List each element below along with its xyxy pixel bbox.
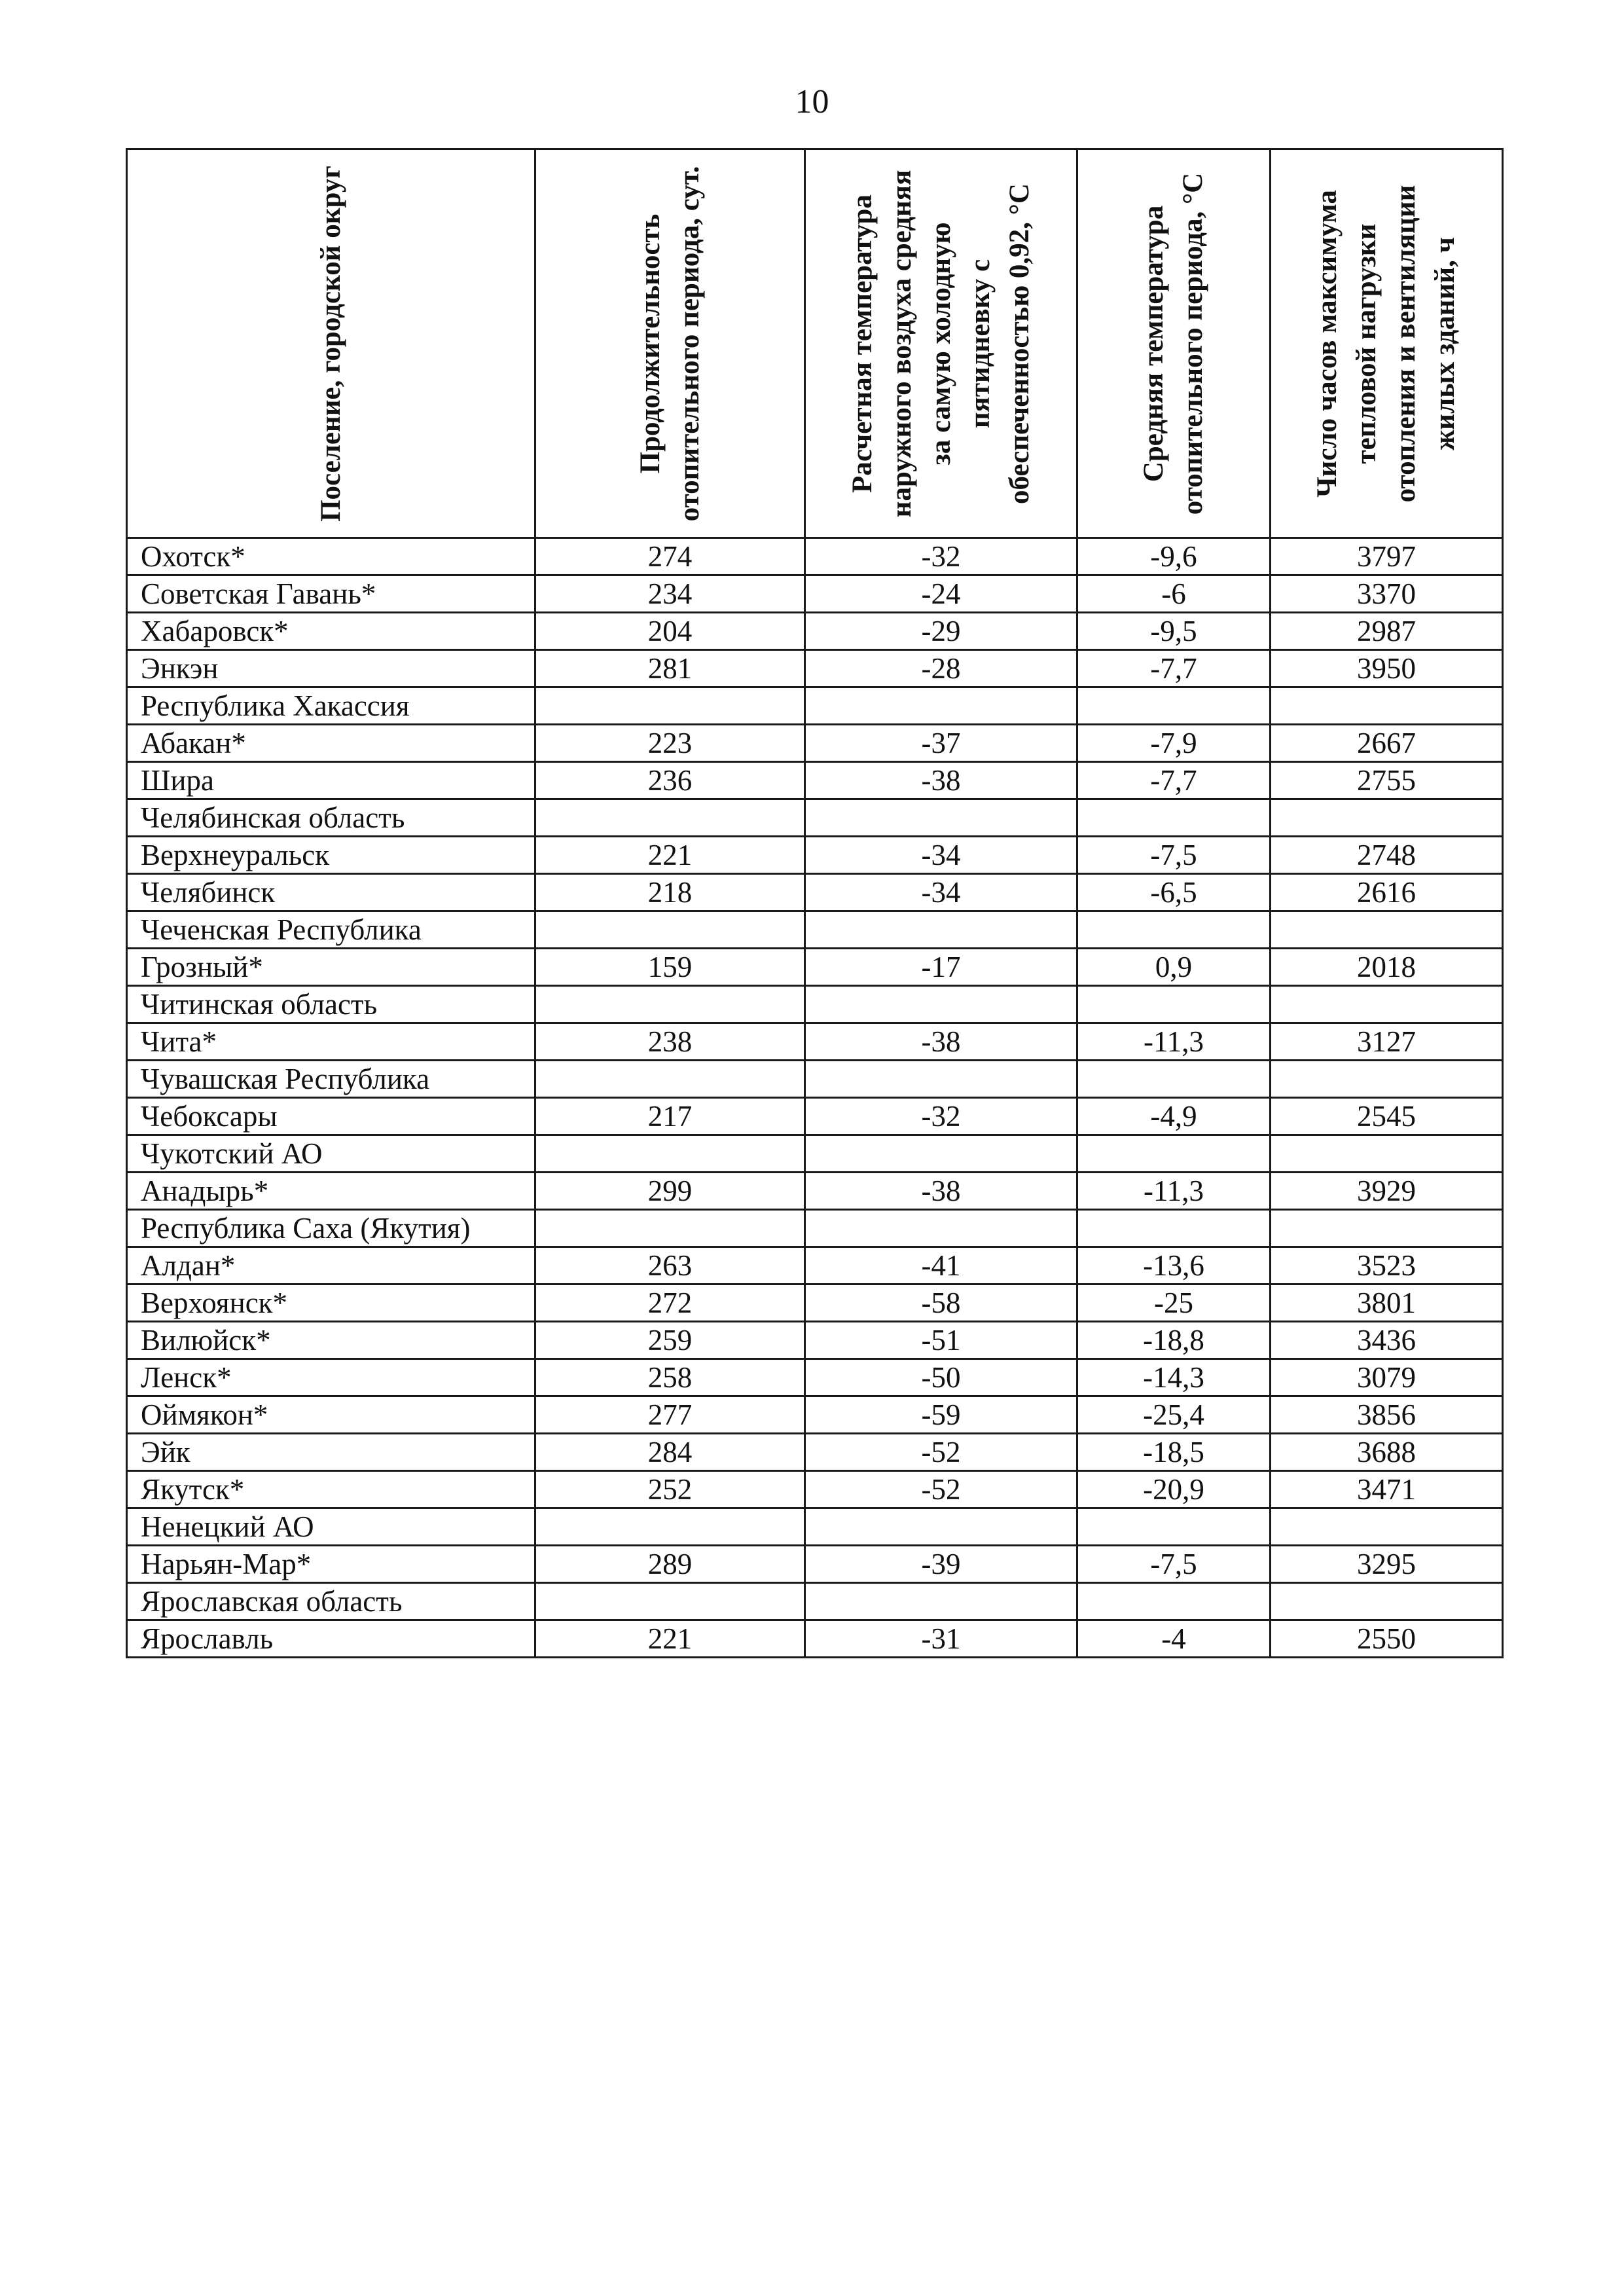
table-header-row bbox=[127, 149, 1503, 538]
cell-design-temperature: -52 bbox=[805, 1434, 1077, 1471]
cell-peak-load-hours bbox=[1271, 986, 1503, 1023]
cell-settlement-name: Читинская область bbox=[127, 986, 535, 1023]
cell-average-temperature: -13,6 bbox=[1077, 1247, 1271, 1285]
cell-heating-period-days bbox=[535, 986, 805, 1023]
table-row bbox=[127, 949, 1503, 986]
cell-settlement-name: Челябинск bbox=[127, 874, 535, 911]
cell-design-temperature bbox=[805, 986, 1077, 1023]
cell-average-temperature bbox=[1077, 1135, 1271, 1173]
cell-settlement-name: Ярославская область bbox=[127, 1583, 535, 1620]
cell-design-temperature: -59 bbox=[805, 1396, 1077, 1434]
table-row bbox=[127, 1434, 1503, 1471]
table-row bbox=[127, 762, 1503, 799]
cell-average-temperature: -9,5 bbox=[1077, 613, 1271, 650]
cell-heating-period-days: 284 bbox=[535, 1434, 805, 1471]
header-average-heating-temperature bbox=[1077, 149, 1271, 538]
table-row bbox=[127, 837, 1503, 874]
table-row bbox=[127, 1061, 1503, 1098]
cell-design-temperature: -37 bbox=[805, 725, 1077, 762]
cell-peak-load-hours: 3801 bbox=[1271, 1285, 1503, 1322]
cell-heating-period-days: 281 bbox=[535, 650, 805, 687]
cell-heating-period-days: 272 bbox=[535, 1285, 805, 1322]
table-row bbox=[127, 1471, 1503, 1508]
cell-heating-period-days: 299 bbox=[535, 1173, 805, 1210]
table-row bbox=[127, 1173, 1503, 1210]
cell-heating-period-days bbox=[535, 687, 805, 725]
cell-settlement-name: Энкэн bbox=[127, 650, 535, 687]
cell-settlement-name: Республика Хакассия bbox=[127, 687, 535, 725]
cell-settlement-name: Хабаровск* bbox=[127, 613, 535, 650]
cell-average-temperature: 0,9 bbox=[1077, 949, 1271, 986]
cell-peak-load-hours: 2667 bbox=[1271, 725, 1503, 762]
cell-settlement-name: Эйк bbox=[127, 1434, 535, 1471]
cell-peak-load-hours: 2748 bbox=[1271, 837, 1503, 874]
cell-average-temperature: -4 bbox=[1077, 1620, 1271, 1658]
cell-average-temperature: -7,7 bbox=[1077, 762, 1271, 799]
cell-settlement-name: Нарьян-Мар* bbox=[127, 1546, 535, 1583]
cell-heating-period-days: 218 bbox=[535, 874, 805, 911]
cell-settlement-name: Шира bbox=[127, 762, 535, 799]
cell-heating-period-days: 159 bbox=[535, 949, 805, 986]
cell-peak-load-hours: 3295 bbox=[1271, 1546, 1503, 1583]
table-row bbox=[127, 911, 1503, 949]
cell-design-temperature: -41 bbox=[805, 1247, 1077, 1285]
table-row bbox=[127, 1396, 1503, 1434]
cell-heating-period-days: 277 bbox=[535, 1396, 805, 1434]
cell-peak-load-hours: 3079 bbox=[1271, 1359, 1503, 1396]
cell-design-temperature: -38 bbox=[805, 1023, 1077, 1061]
cell-design-temperature: -39 bbox=[805, 1546, 1077, 1583]
cell-peak-load-hours: 3950 bbox=[1271, 650, 1503, 687]
cell-average-temperature bbox=[1077, 687, 1271, 725]
table-row bbox=[127, 1508, 1503, 1546]
table-row bbox=[127, 650, 1503, 687]
cell-peak-load-hours bbox=[1271, 1061, 1503, 1098]
cell-design-temperature bbox=[805, 1508, 1077, 1546]
cell-peak-load-hours: 2545 bbox=[1271, 1098, 1503, 1135]
cell-design-temperature: -51 bbox=[805, 1322, 1077, 1359]
cell-settlement-name: Чувашская Республика bbox=[127, 1061, 535, 1098]
table-row bbox=[127, 725, 1503, 762]
cell-peak-load-hours bbox=[1271, 911, 1503, 949]
table-row bbox=[127, 1285, 1503, 1322]
table-row bbox=[127, 575, 1503, 613]
cell-settlement-name: Якутск* bbox=[127, 1471, 535, 1508]
cell-settlement-name: Вилюйск* bbox=[127, 1322, 535, 1359]
cell-settlement-name: Ненецкий АО bbox=[127, 1508, 535, 1546]
cell-settlement-name: Верхнеуральск bbox=[127, 837, 535, 874]
cell-average-temperature: -18,8 bbox=[1077, 1322, 1271, 1359]
cell-settlement-name: Анадырь* bbox=[127, 1173, 535, 1210]
cell-heating-period-days: 234 bbox=[535, 575, 805, 613]
table-row bbox=[127, 1135, 1503, 1173]
heating-climate-table bbox=[126, 148, 1504, 1658]
cell-peak-load-hours: 2755 bbox=[1271, 762, 1503, 799]
cell-heating-period-days: 238 bbox=[535, 1023, 805, 1061]
cell-average-temperature: -6 bbox=[1077, 575, 1271, 613]
cell-design-temperature: -31 bbox=[805, 1620, 1077, 1658]
cell-heating-period-days bbox=[535, 799, 805, 837]
cell-average-temperature: -7,5 bbox=[1077, 837, 1271, 874]
table-row bbox=[127, 1546, 1503, 1583]
cell-settlement-name: Чита* bbox=[127, 1023, 535, 1061]
header-heating-period-duration bbox=[535, 149, 805, 538]
header-design-outdoor-temperature-text: Расчетная температура наружного воздуха средняя за самую холодную пятидневку с обеспеченностью 0,92, °С bbox=[846, 170, 1035, 517]
table-row bbox=[127, 613, 1503, 650]
cell-heating-period-days: 217 bbox=[535, 1098, 805, 1135]
table-row bbox=[127, 1583, 1503, 1620]
cell-heating-period-days bbox=[535, 1508, 805, 1546]
cell-average-temperature bbox=[1077, 1210, 1271, 1247]
cell-heating-period-days: 221 bbox=[535, 1620, 805, 1658]
cell-design-temperature: -38 bbox=[805, 1173, 1077, 1210]
cell-heating-period-days bbox=[535, 1061, 805, 1098]
cell-average-temperature bbox=[1077, 1061, 1271, 1098]
cell-design-temperature: -32 bbox=[805, 1098, 1077, 1135]
header-design-outdoor-temperature bbox=[805, 149, 1077, 538]
cell-heating-period-days: 259 bbox=[535, 1322, 805, 1359]
cell-peak-load-hours: 3471 bbox=[1271, 1471, 1503, 1508]
cell-design-temperature: -29 bbox=[805, 613, 1077, 650]
cell-design-temperature bbox=[805, 687, 1077, 725]
cell-average-temperature bbox=[1077, 911, 1271, 949]
cell-heating-period-days bbox=[535, 1583, 805, 1620]
page-number: 10 bbox=[795, 83, 829, 120]
cell-design-temperature: -24 bbox=[805, 575, 1077, 613]
cell-design-temperature: -28 bbox=[805, 650, 1077, 687]
cell-peak-load-hours bbox=[1271, 1135, 1503, 1173]
table-row bbox=[127, 1210, 1503, 1247]
cell-settlement-name: Охотск* bbox=[127, 538, 535, 575]
table-row bbox=[127, 538, 1503, 575]
cell-design-temperature: -58 bbox=[805, 1285, 1077, 1322]
header-settlement bbox=[127, 149, 535, 538]
cell-heating-period-days: 204 bbox=[535, 613, 805, 650]
cell-peak-load-hours bbox=[1271, 799, 1503, 837]
cell-peak-load-hours: 3797 bbox=[1271, 538, 1503, 575]
cell-design-temperature bbox=[805, 1583, 1077, 1620]
cell-settlement-name: Челябинская область bbox=[127, 799, 535, 837]
cell-average-temperature: -11,3 bbox=[1077, 1023, 1271, 1061]
cell-peak-load-hours: 3127 bbox=[1271, 1023, 1503, 1061]
table-row bbox=[127, 1247, 1503, 1285]
cell-design-temperature: -17 bbox=[805, 949, 1077, 986]
header-peak-load-hours-text: Число часов максимума тепловой нагрузки отопления и вентиляции жилых зданий, ч bbox=[1312, 185, 1460, 502]
cell-settlement-name: Республика Саха (Якутия) bbox=[127, 1210, 535, 1247]
cell-settlement-name: Ленск* bbox=[127, 1359, 535, 1396]
cell-peak-load-hours: 2018 bbox=[1271, 949, 1503, 986]
cell-peak-load-hours bbox=[1271, 1210, 1503, 1247]
cell-average-temperature: -6,5 bbox=[1077, 874, 1271, 911]
cell-peak-load-hours bbox=[1271, 687, 1503, 725]
cell-average-temperature: -7,9 bbox=[1077, 725, 1271, 762]
cell-heating-period-days: 258 bbox=[535, 1359, 805, 1396]
header-settlement-text: Поселение, городской округ bbox=[315, 165, 346, 522]
cell-settlement-name: Оймякон* bbox=[127, 1396, 535, 1434]
cell-average-temperature: -14,3 bbox=[1077, 1359, 1271, 1396]
table-row bbox=[127, 1023, 1503, 1061]
cell-peak-load-hours bbox=[1271, 1508, 1503, 1546]
cell-average-temperature: -11,3 bbox=[1077, 1173, 1271, 1210]
cell-settlement-name: Алдан* bbox=[127, 1247, 535, 1285]
cell-peak-load-hours: 3370 bbox=[1271, 575, 1503, 613]
cell-heating-period-days: 289 bbox=[535, 1546, 805, 1583]
table-row bbox=[127, 874, 1503, 911]
cell-settlement-name: Грозный* bbox=[127, 949, 535, 986]
cell-settlement-name: Абакан* bbox=[127, 725, 535, 762]
table-row bbox=[127, 687, 1503, 725]
cell-average-temperature: -25 bbox=[1077, 1285, 1271, 1322]
cell-average-temperature: -18,5 bbox=[1077, 1434, 1271, 1471]
cell-peak-load-hours: 2616 bbox=[1271, 874, 1503, 911]
cell-design-temperature bbox=[805, 1210, 1077, 1247]
table-row bbox=[127, 1322, 1503, 1359]
cell-average-temperature bbox=[1077, 986, 1271, 1023]
table-row bbox=[127, 1098, 1503, 1135]
header-average-heating-temperature-text: Средняя температура отопительного периода, °С bbox=[1138, 172, 1208, 515]
cell-peak-load-hours: 3856 bbox=[1271, 1396, 1503, 1434]
cell-average-temperature bbox=[1077, 1508, 1271, 1546]
cell-settlement-name: Чебоксары bbox=[127, 1098, 535, 1135]
cell-average-temperature: -9,6 bbox=[1077, 538, 1271, 575]
cell-design-temperature bbox=[805, 1135, 1077, 1173]
cell-design-temperature: -50 bbox=[805, 1359, 1077, 1396]
cell-design-temperature: -52 bbox=[805, 1471, 1077, 1508]
table-body bbox=[127, 538, 1503, 1658]
cell-settlement-name: Чукотский АО bbox=[127, 1135, 535, 1173]
cell-average-temperature bbox=[1077, 1583, 1271, 1620]
cell-heating-period-days: 252 bbox=[535, 1471, 805, 1508]
cell-average-temperature: -4,9 bbox=[1077, 1098, 1271, 1135]
cell-design-temperature bbox=[805, 1061, 1077, 1098]
cell-peak-load-hours: 3436 bbox=[1271, 1322, 1503, 1359]
cell-peak-load-hours: 3929 bbox=[1271, 1173, 1503, 1210]
cell-peak-load-hours: 2987 bbox=[1271, 613, 1503, 650]
cell-heating-period-days bbox=[535, 1135, 805, 1173]
cell-settlement-name: Советская Гавань* bbox=[127, 575, 535, 613]
table-row bbox=[127, 799, 1503, 837]
cell-design-temperature: -32 bbox=[805, 538, 1077, 575]
cell-settlement-name: Чеченская Республика bbox=[127, 911, 535, 949]
table-row bbox=[127, 1359, 1503, 1396]
cell-heating-period-days: 236 bbox=[535, 762, 805, 799]
cell-settlement-name: Верхоянск* bbox=[127, 1285, 535, 1322]
table-row bbox=[127, 986, 1503, 1023]
cell-average-temperature: -7,5 bbox=[1077, 1546, 1271, 1583]
cell-design-temperature: -34 bbox=[805, 874, 1077, 911]
cell-peak-load-hours: 3523 bbox=[1271, 1247, 1503, 1285]
cell-design-temperature: -38 bbox=[805, 762, 1077, 799]
cell-heating-period-days bbox=[535, 1210, 805, 1247]
header-peak-load-hours bbox=[1271, 149, 1503, 538]
cell-average-temperature: -20,9 bbox=[1077, 1471, 1271, 1508]
cell-design-temperature bbox=[805, 799, 1077, 837]
cell-average-temperature bbox=[1077, 799, 1271, 837]
cell-design-temperature: -34 bbox=[805, 837, 1077, 874]
cell-heating-period-days: 263 bbox=[535, 1247, 805, 1285]
cell-heating-period-days: 221 bbox=[535, 837, 805, 874]
cell-settlement-name: Ярославль bbox=[127, 1620, 535, 1658]
cell-heating-period-days: 274 bbox=[535, 538, 805, 575]
header-heating-period-duration-text: Продолжительность отопительного периода, сут. bbox=[634, 166, 705, 521]
cell-average-temperature: -25,4 bbox=[1077, 1396, 1271, 1434]
cell-heating-period-days bbox=[535, 911, 805, 949]
cell-peak-load-hours bbox=[1271, 1583, 1503, 1620]
cell-average-temperature: -7,7 bbox=[1077, 650, 1271, 687]
table-row bbox=[127, 1620, 1503, 1658]
cell-heating-period-days: 223 bbox=[535, 725, 805, 762]
cell-peak-load-hours: 3688 bbox=[1271, 1434, 1503, 1471]
cell-design-temperature bbox=[805, 911, 1077, 949]
cell-peak-load-hours: 2550 bbox=[1271, 1620, 1503, 1658]
